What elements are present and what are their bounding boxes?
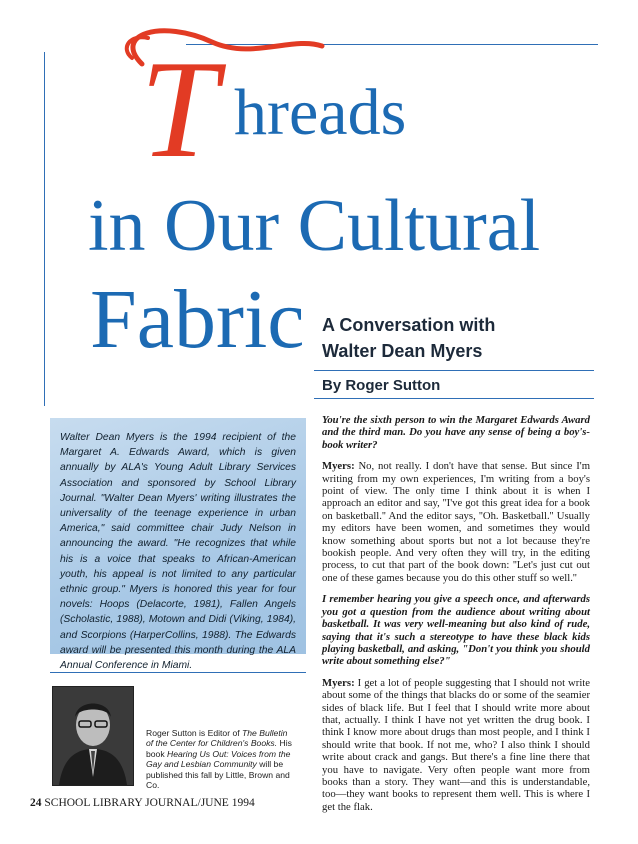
byline-rule xyxy=(314,398,594,399)
author-photo xyxy=(52,686,134,786)
title-word-threads: hreads xyxy=(234,76,407,149)
author-bio-publisher: will be published this fall by Little, Brown and Co. xyxy=(146,759,290,791)
answer-text: I get a lot of people suggesting that I should not write about some of the things that blacks do or some of the seamier sides of black life. But I feel that I should write more about that, actually. I think I have not yet written the drug book. I think I know more about drugs than most people, and I think I should write that book. If not me, who? I also think I should write about crack and gangs. But there's a fine line there that you have to navigate. Very often people want more from books than a story. They want—and this is understandable, too—they want books to represent them well. This is where I get the flak. xyxy=(322,676,590,813)
left-rule xyxy=(44,52,45,406)
author-bio-publication: The Bulletin of the Center for Children's Books. xyxy=(146,728,288,749)
speaker-label: Myers: xyxy=(322,460,355,473)
publication-name: SCHOOL LIBRARY JOURNAL/JUNE 1994 xyxy=(44,797,255,809)
author-bio-book-title: Hearing Us Out: Voices from the Gay and Lesbian Community xyxy=(146,748,291,770)
title-cap-letter: T xyxy=(140,32,218,187)
page-number: 24 xyxy=(30,797,42,809)
intro-text: Walter Dean Myers is the 1994 recipient of the Margaret A. Edwards Award, which is given annually by ALA's Young Adult Library Services Association and sponsored by School Library Journal. "Walter Dean Myers' writing illustrates the universality of the teenage experience in urban America," said committee chair Judy Nelson in announcing the award. "He recognizes that while his is a voice that speaks to African-American youth, his appeal is not limited to any particular ethnic group." Myers is honored this year for four novels: Hoops (Delacorte, 1981), Fallen Angels (Scholastic, 1988), Motown and Didi (Viking, 1984), and Scorpions (HarperCollins, 1988). The Edwards award will be presented this month during the ALA Annual Conference in Miami. xyxy=(60,432,296,672)
page-footer xyxy=(30,797,255,809)
author-bio-book-intro: His book xyxy=(146,738,292,759)
subtitle-line-1: A Conversation with xyxy=(322,315,496,335)
interview-answer-1 xyxy=(322,460,590,584)
subtitle-rule xyxy=(314,370,594,371)
author-bio-intro: Roger Sutton is Editor of xyxy=(146,728,240,738)
sidebar-divider xyxy=(50,672,306,673)
interview-question-2: I remember hearing you give a speech once, and afterwards you got a question from the audience about writing about basketball. It was very well-meaning but also kind of rude, saying that it's such a stereotype to have these black kids playing basketball, and asking, "Don't you think you should write about something else?" xyxy=(322,593,590,668)
interview-column xyxy=(322,414,590,822)
title-line-3: Fabric xyxy=(90,273,305,366)
article-subtitle xyxy=(322,312,602,364)
title-line-2: in Our Cultural xyxy=(88,185,541,267)
author-bio xyxy=(146,728,296,790)
interview-answer-2 xyxy=(322,677,590,813)
answer-text: No, not really. I don't have that sense. But since I'm writing from my own experiences, I'm writing from a boy's point of view. The only time I think about it is when I approach an editor and say, ''I've got this great idea for a book on basketball.'' And the editor says, ''Oh. Basketball.'' Usually my editors have been women, and sometimes they would know something about sports but not a lot because they're bookish people. And very often they will try, in the editing process, to cut that part of the book down: ''Let's just cut out one of these games because you do this other stuff so well.'' xyxy=(322,460,591,584)
byline: By Roger Sutton xyxy=(322,377,441,394)
author-portrait-icon xyxy=(53,687,133,785)
speaker-label: Myers: xyxy=(322,676,355,689)
interview-question-1: You're the sixth person to win the Margaret Edwards Award and the third man. Do you have any sense of being a boy's-book writer? xyxy=(322,414,590,451)
subtitle-line-2: Walter Dean Myers xyxy=(322,341,483,361)
intro-sidebar xyxy=(50,418,306,672)
